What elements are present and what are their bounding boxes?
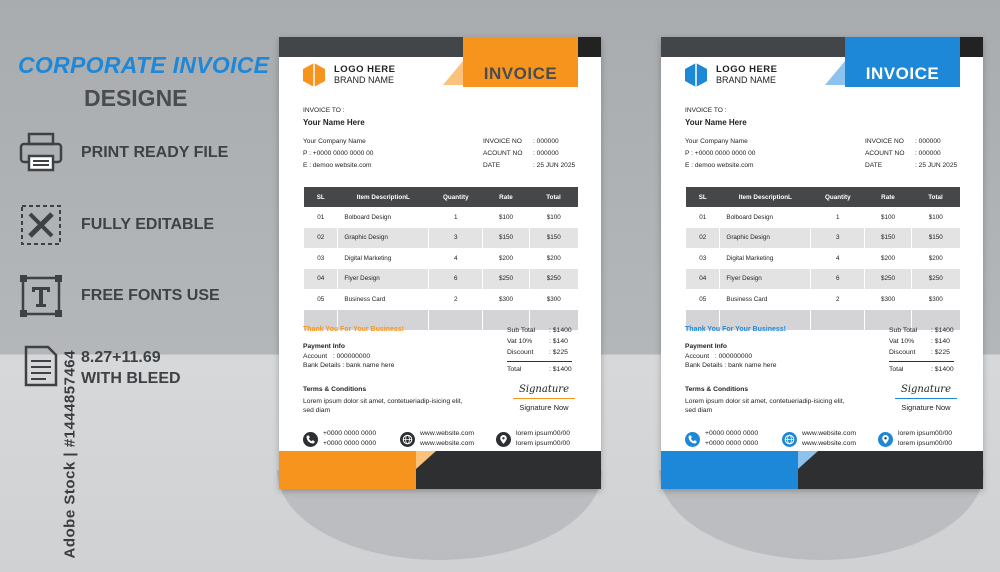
table-cell: Business Card bbox=[720, 289, 811, 310]
company-info bbox=[303, 136, 373, 172]
company-email: E : demoo website.com bbox=[303, 162, 372, 169]
table-cell: 05 bbox=[686, 289, 720, 310]
account-value: : 000000000 bbox=[332, 352, 371, 360]
terms-text: Lorem ipsum dolor sit amet, contetueriadip-isicing elit, sed diam bbox=[303, 398, 463, 414]
promo-title: CORPORATE INVOICE bbox=[18, 52, 270, 78]
table-row bbox=[686, 207, 961, 228]
table-cell: 04 bbox=[686, 269, 720, 290]
meta-label: ACOUNT NO bbox=[483, 150, 523, 157]
meta-value: : 000000 bbox=[915, 138, 941, 145]
table-row bbox=[304, 248, 579, 269]
items-table bbox=[303, 187, 578, 330]
column-header: Item DescriptionL bbox=[338, 187, 429, 207]
summary-label: Sub Total bbox=[889, 327, 918, 334]
table-cell: 2 bbox=[429, 289, 483, 310]
summary-label: Total bbox=[889, 366, 904, 373]
table-cell: $150 bbox=[483, 228, 529, 249]
table-header bbox=[686, 187, 961, 207]
contact-loc-1: lorem ipsum00/00 bbox=[898, 430, 953, 437]
table-cell: $250 bbox=[529, 269, 578, 290]
payment-info bbox=[685, 342, 776, 371]
table-cell: 02 bbox=[304, 228, 338, 249]
table-cell: $150 bbox=[865, 228, 911, 249]
table-cell: Bolboard Design bbox=[720, 207, 811, 228]
table-row bbox=[686, 248, 961, 269]
thanks-note: Thank You For Your Business! bbox=[685, 326, 786, 333]
summary-value: : $140 bbox=[931, 338, 950, 345]
table-row bbox=[304, 269, 579, 290]
payment-info bbox=[303, 342, 394, 371]
table-cell: $200 bbox=[911, 248, 960, 269]
summary-row bbox=[507, 325, 572, 336]
table-cell: 02 bbox=[686, 228, 720, 249]
meta-label: INVOICE NO bbox=[865, 138, 904, 145]
table-cell: $200 bbox=[529, 248, 578, 269]
signature-script: Signature bbox=[518, 384, 569, 395]
table-cell: 1 bbox=[811, 207, 865, 228]
stock-credit: Adobe Stock | #1444857464 bbox=[61, 350, 79, 559]
contact-phone-2: +0000 0000 0000 bbox=[323, 440, 377, 447]
terms-title: Terms & Conditions bbox=[303, 386, 367, 393]
bank-value: : bank name here bbox=[724, 362, 777, 369]
signature-line bbox=[513, 398, 575, 399]
contact-web-2: www.website.com bbox=[420, 440, 475, 447]
signature-label: Signature Now bbox=[519, 403, 569, 412]
table-cell: 6 bbox=[429, 269, 483, 290]
table-row bbox=[686, 228, 961, 249]
bank-label: Bank Details bbox=[303, 362, 341, 369]
table-cell: $200 bbox=[483, 248, 529, 269]
column-header: Quantity bbox=[429, 187, 483, 207]
contact-loc-2: lorem ipsum00/00 bbox=[516, 440, 571, 447]
logo-hexagon-icon bbox=[303, 63, 325, 87]
signature-block bbox=[891, 384, 961, 412]
contact-phone-2: +0000 0000 0000 bbox=[705, 440, 759, 447]
logo-text bbox=[334, 64, 396, 86]
table-row bbox=[686, 289, 961, 310]
summary-label: Discount bbox=[889, 349, 916, 356]
table-row bbox=[304, 207, 579, 228]
invoice-to bbox=[685, 105, 747, 130]
column-header: Item DescriptionL bbox=[720, 187, 811, 207]
summary-value: : $1400 bbox=[931, 327, 954, 334]
column-header: Total bbox=[529, 187, 578, 207]
table-cell: 3 bbox=[811, 228, 865, 249]
globe-icon bbox=[782, 432, 797, 447]
summary-row bbox=[889, 336, 954, 347]
contact-phone-1: +0000 0000 0000 bbox=[705, 430, 759, 437]
account-label: Account bbox=[303, 352, 328, 360]
phone-icon bbox=[685, 432, 700, 447]
summary-label: Vat 10% bbox=[889, 338, 915, 345]
contact-loc-2: lorem ipsum00/00 bbox=[898, 440, 953, 447]
bottom-accent-bar bbox=[279, 451, 416, 489]
invoice-title: INVOICE bbox=[483, 64, 558, 83]
summary-label: Sub Total bbox=[507, 327, 536, 334]
feature-size bbox=[18, 343, 278, 389]
contact-loc-1: lorem ipsum00/00 bbox=[516, 430, 571, 437]
table-cell: 04 bbox=[304, 269, 338, 290]
table-cell: $150 bbox=[529, 228, 578, 249]
table-cell: $200 bbox=[865, 248, 911, 269]
logo-line2: BRAND NAME bbox=[334, 75, 395, 85]
title-fold bbox=[443, 61, 463, 85]
text-tool-icon bbox=[18, 273, 64, 319]
meta-row bbox=[483, 136, 575, 148]
phone-icon bbox=[303, 432, 318, 447]
table-cell: $300 bbox=[529, 289, 578, 310]
terms bbox=[303, 385, 473, 415]
invoice-to bbox=[303, 105, 365, 130]
company-phone: P : +0000 0000 0000 00 bbox=[303, 150, 374, 157]
summary-label: Discount bbox=[507, 349, 534, 356]
contact-web-2: www.website.com bbox=[802, 440, 857, 447]
meta-label: ACOUNT NO bbox=[865, 150, 905, 157]
summary-label: Vat 10% bbox=[507, 338, 533, 345]
invoice-orange bbox=[279, 37, 601, 489]
summary-row bbox=[507, 361, 572, 375]
payment-title: Payment Info bbox=[685, 343, 727, 350]
contact-web-1: www.website.com bbox=[420, 430, 475, 437]
summary-row bbox=[507, 336, 572, 347]
printer-icon bbox=[18, 130, 64, 176]
table-header bbox=[304, 187, 579, 207]
bank-label: Bank Details bbox=[685, 362, 723, 369]
table-cell: Graphic Design bbox=[338, 228, 429, 249]
table-row bbox=[304, 289, 579, 310]
table-cell: Flyer Design bbox=[338, 269, 429, 290]
table-cell: 6 bbox=[811, 269, 865, 290]
terms-text: Lorem ipsum dolor sit amet, contetueriadip-isicing elit, sed diam bbox=[685, 398, 845, 414]
summary-value: : $225 bbox=[931, 349, 950, 356]
meta-row bbox=[865, 136, 957, 148]
table-cell: Flyer Design bbox=[720, 269, 811, 290]
logo-hexagon-icon bbox=[685, 63, 707, 87]
thanks-note: Thank You For Your Business! bbox=[303, 326, 404, 333]
globe-icon bbox=[400, 432, 415, 447]
title-fold bbox=[825, 61, 845, 85]
feature-label-line1: 8.27+11.69 bbox=[81, 349, 161, 366]
summary-row bbox=[889, 361, 954, 375]
table-cell: $100 bbox=[865, 207, 911, 228]
table-cell: 05 bbox=[304, 289, 338, 310]
meta-value: : 25 JUN 2025 bbox=[533, 162, 576, 169]
table-cell: 03 bbox=[686, 248, 720, 269]
contact-phone-1: +0000 0000 0000 bbox=[323, 430, 377, 437]
invoice-blue bbox=[661, 37, 983, 489]
company-name: Your Company Name bbox=[685, 138, 748, 145]
table-cell: Graphic Design bbox=[720, 228, 811, 249]
payment-title: Payment Info bbox=[303, 343, 345, 350]
table-cell: $250 bbox=[865, 269, 911, 290]
feature-label bbox=[81, 347, 181, 389]
table-cell: $150 bbox=[911, 228, 960, 249]
table-cell: $300 bbox=[911, 289, 960, 310]
summary-row bbox=[507, 347, 572, 358]
meta-value: : 000000 bbox=[533, 138, 559, 145]
corner-block bbox=[960, 37, 983, 57]
summary-label: Total bbox=[507, 366, 522, 373]
invoice-meta bbox=[865, 136, 957, 172]
table-cell: Bolboard Design bbox=[338, 207, 429, 228]
meta-row bbox=[483, 148, 575, 160]
summary-value: : $225 bbox=[549, 349, 568, 356]
document-icon bbox=[18, 343, 64, 389]
table-cell: $100 bbox=[911, 207, 960, 228]
summary bbox=[889, 325, 954, 375]
table-cell bbox=[811, 310, 865, 331]
table-cell: 01 bbox=[304, 207, 338, 228]
table-cell: $250 bbox=[483, 269, 529, 290]
bank-value: : bank name here bbox=[342, 362, 395, 369]
table-cell: $300 bbox=[865, 289, 911, 310]
table-cell: $250 bbox=[911, 269, 960, 290]
terms-title: Terms & Conditions bbox=[685, 386, 749, 393]
invoice-to-label: INVOICE TO : bbox=[303, 107, 345, 114]
account-value: : 000000000 bbox=[714, 352, 753, 360]
table-cell: $100 bbox=[529, 207, 578, 228]
logo-line1: LOGO HERE bbox=[334, 64, 396, 75]
bottom-accent-bar bbox=[661, 451, 798, 489]
meta-label: DATE bbox=[483, 162, 501, 169]
meta-row bbox=[865, 160, 957, 172]
company-info bbox=[685, 136, 755, 172]
feature-editable bbox=[18, 202, 278, 248]
signature-script: Signature bbox=[900, 384, 951, 395]
pencil-ruler-icon bbox=[18, 202, 64, 248]
feature-fonts bbox=[18, 273, 278, 319]
feature-label-line2: WITH BLEED bbox=[81, 370, 181, 387]
signature-line bbox=[895, 398, 957, 399]
feature-label: FULLY EDITABLE bbox=[81, 216, 215, 233]
invoice-title: INVOICE bbox=[865, 64, 940, 83]
summary bbox=[507, 325, 572, 375]
table-cell: 1 bbox=[429, 207, 483, 228]
bottom-accent-fold bbox=[416, 451, 436, 469]
summary-value: : $1400 bbox=[931, 366, 954, 373]
table-cell: Digital Marketing bbox=[338, 248, 429, 269]
contact-row bbox=[303, 429, 593, 453]
column-header: Rate bbox=[483, 187, 529, 207]
company-email: E : demoo website.com bbox=[685, 162, 754, 169]
table-cell: 4 bbox=[429, 248, 483, 269]
column-header: Total bbox=[911, 187, 960, 207]
bottom-accent-fold bbox=[798, 451, 818, 469]
feature-label: PRINT READY FILE bbox=[81, 144, 229, 161]
table-cell: 3 bbox=[429, 228, 483, 249]
client-name: Your Name Here bbox=[685, 118, 747, 127]
meta-label: DATE bbox=[865, 162, 883, 169]
items-table bbox=[685, 187, 960, 330]
logo-line1: LOGO HERE bbox=[716, 64, 778, 75]
meta-row bbox=[483, 160, 575, 172]
invoice-meta bbox=[483, 136, 575, 172]
feature-label: FREE FONTS USE bbox=[81, 287, 220, 304]
table-cell: $100 bbox=[483, 207, 529, 228]
table-cell: 03 bbox=[304, 248, 338, 269]
meta-value: : 000000 bbox=[915, 150, 941, 157]
promo-panel bbox=[18, 52, 278, 112]
logo-line2: BRAND NAME bbox=[716, 75, 777, 85]
column-header: SL bbox=[686, 187, 720, 207]
summary-row bbox=[889, 325, 954, 336]
location-pin-icon bbox=[496, 432, 511, 447]
location-pin-icon bbox=[878, 432, 893, 447]
summary-value: : $1400 bbox=[549, 366, 572, 373]
account-label: Account bbox=[685, 352, 710, 360]
corner-block bbox=[578, 37, 601, 57]
table-cell: 01 bbox=[686, 207, 720, 228]
column-header: Quantity bbox=[811, 187, 865, 207]
table-cell: Business Card bbox=[338, 289, 429, 310]
table-cell: Digital Marketing bbox=[720, 248, 811, 269]
table-cell bbox=[429, 310, 483, 331]
table-row bbox=[686, 269, 961, 290]
summary-row bbox=[889, 347, 954, 358]
feature-print-ready bbox=[18, 130, 278, 176]
company-name: Your Company Name bbox=[303, 138, 366, 145]
signature-block bbox=[509, 384, 579, 412]
contact-row bbox=[685, 429, 975, 453]
logo-text bbox=[716, 64, 778, 86]
column-header: SL bbox=[304, 187, 338, 207]
table-row bbox=[304, 228, 579, 249]
contact-web-1: www.website.com bbox=[802, 430, 857, 437]
meta-row bbox=[865, 148, 957, 160]
table-cell: 2 bbox=[811, 289, 865, 310]
signature-label: Signature Now bbox=[901, 403, 951, 412]
column-header: Rate bbox=[865, 187, 911, 207]
meta-value: : 000000 bbox=[533, 150, 559, 157]
summary-value: : $140 bbox=[549, 338, 568, 345]
terms bbox=[685, 385, 855, 415]
client-name: Your Name Here bbox=[303, 118, 365, 127]
table-cell: $300 bbox=[483, 289, 529, 310]
summary-value: : $1400 bbox=[549, 327, 572, 334]
company-phone: P : +0000 0000 0000 00 bbox=[685, 150, 756, 157]
meta-label: INVOICE NO bbox=[483, 138, 522, 145]
invoice-to-label: INVOICE TO : bbox=[685, 107, 727, 114]
meta-value: : 25 JUN 2025 bbox=[915, 162, 958, 169]
table-cell: 4 bbox=[811, 248, 865, 269]
promo-subtitle: DESIGNE bbox=[84, 85, 188, 111]
